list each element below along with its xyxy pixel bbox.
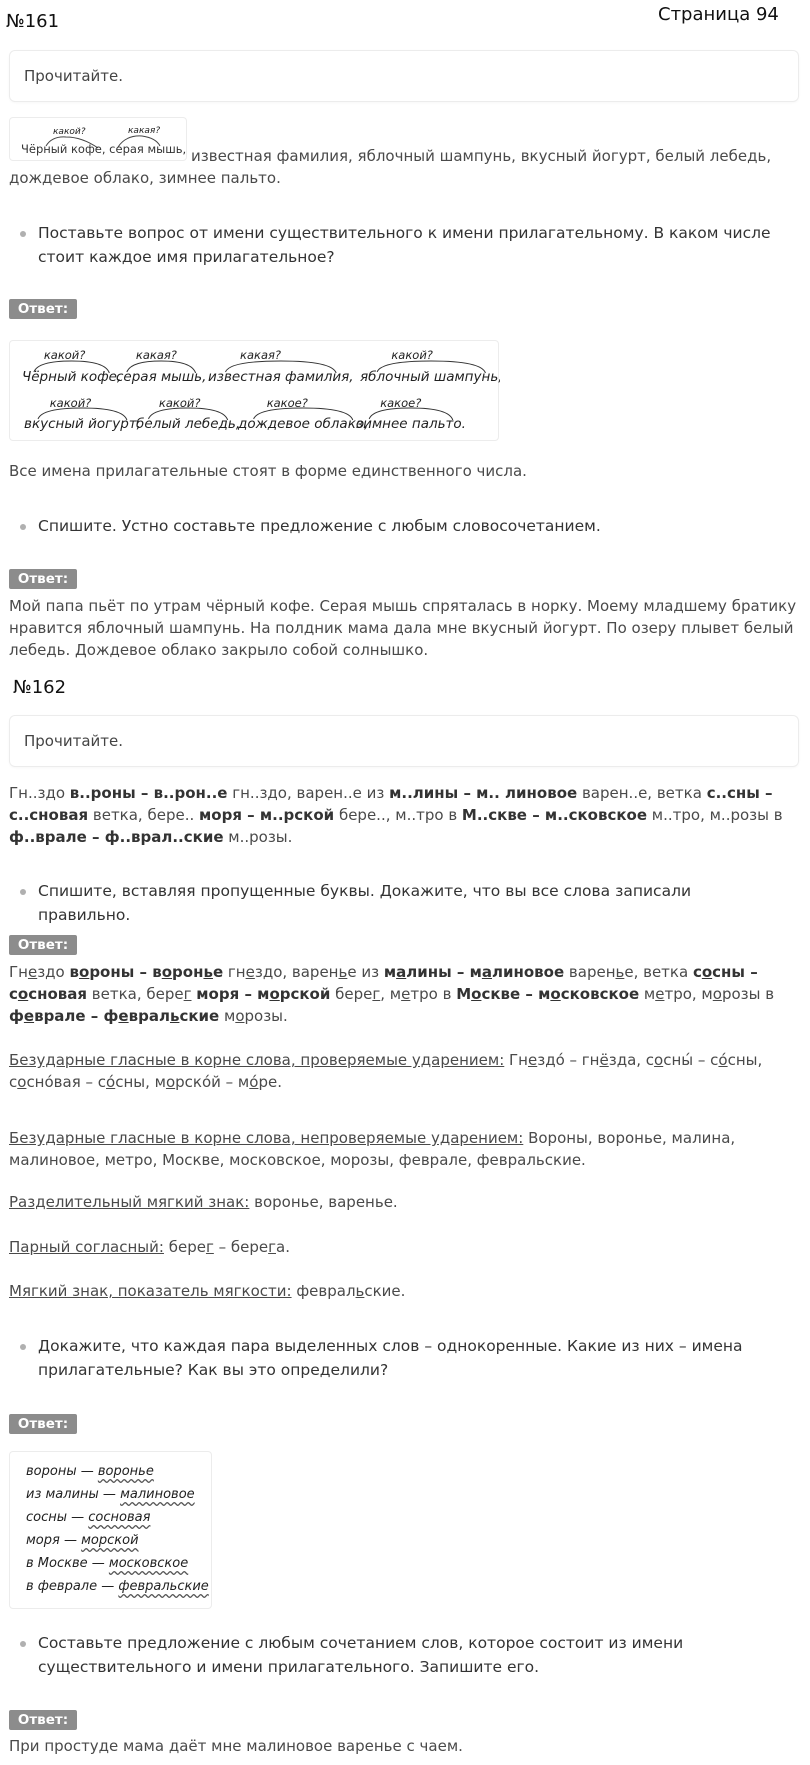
final-answer: При простуде мама даёт мне малиновое варенье с чаем. xyxy=(9,1737,463,1755)
sample-question-2: какая? xyxy=(128,126,161,136)
instruction-162: Прочитайте. xyxy=(24,732,124,750)
bullet-162-3: Составьте предложение с любым сочетанием слов, которое состоит из имени существительного и имени прилагательного. Запишите его. xyxy=(38,1632,788,1679)
answer-161-2-text: Мой папа пьёт по утрам чёрный кофе. Серая мышь спряталась в норку. Моему младшему братику нравится яблочный шампунь. На полдник мама дала мне вкусный йогурт. По озеру плывет белый лебедь. Дождевое облако закрыло собой солнышко. xyxy=(9,597,797,659)
rule-2-head: Безударные гласные в корне слова, непроверяемые ударением: xyxy=(9,1129,524,1147)
rule-4: Парный согласный: берег – берега. xyxy=(9,1238,290,1256)
pair-row: в феврале — февральские xyxy=(26,1579,209,1594)
text-162: Гн..здо в..роны – в..рон..е гн..здо, варен..е из м..лины – м.. линовое варен..е, ветка с..сны – с..сновая ветка, бере.. моря – м..рской бере.., м..тро в М..скве – м..сковское м..тро, м..розы в ф..врале – ф..врал..ские м..розы. xyxy=(9,784,783,846)
answer-162-1-text: Гнездо вороны – воронье гнездо, варенье из малины – малиновое варенье, ветка сосны – сосновая ветка, берег моря – морской берег, метро в Москве – московское метро, морозы в феврале – февральские морозы. xyxy=(9,963,775,1025)
handwritten-phrase: белый лебедь, xyxy=(136,416,241,432)
sample-text: Чёрный кофе, серая мышь, xyxy=(21,142,187,156)
rule-2-text: Вороны, воронье, малина, малиновое, метро, Москве, московское, морозы, феврале, февральские. xyxy=(9,1129,736,1169)
rule-3-head: Разделительный мягкий знак: xyxy=(9,1193,250,1211)
handwritten-phrase: дождевое облако, xyxy=(238,416,369,432)
rule-1: Безударные гласные в корне слова, проверяемые ударением: Гнездо́ – гнёзда, сосны́ – со́сны, сосно́вая – со́сны, морско́й – мо́ре. xyxy=(9,1051,763,1091)
handwritten-answer xyxy=(10,341,500,442)
rule-3 xyxy=(9,1191,801,1213)
instruction-161: Прочитайте. xyxy=(24,67,124,85)
handwritten-phrase: зимнее пальто. xyxy=(356,416,466,432)
bullet-162-2: Докажите, что каждая пара выделенных слов – однокоренные. Какие из них – имена прилагательные? Как вы это определили? xyxy=(38,1335,788,1382)
read-card-162 xyxy=(9,715,799,767)
rule-5: Мягкий знак, показатель мягкости: февральские. xyxy=(9,1282,406,1300)
handwritten-phrase: вкусный йогурт, xyxy=(24,416,141,432)
text-161-rest: известная фамилия, яблочный шампунь, вкусный йогурт, белый лебедь, дождевое облако, зимнее пальто. xyxy=(9,147,772,187)
answer-badge-162-3: Ответ: xyxy=(9,1710,77,1730)
answer-badge-162-2: Ответ: xyxy=(9,1414,77,1434)
handwritten-question: какой? xyxy=(49,396,92,410)
pair-row: из малины — малиновое xyxy=(26,1487,195,1502)
pairs-list xyxy=(26,1460,209,1598)
answer-badge-162-1: Ответ: xyxy=(9,935,77,955)
handwritten-question: какой? xyxy=(158,396,201,410)
sample-question-1: какой? xyxy=(53,127,86,137)
rule-3-text: воронье, варенье. xyxy=(254,1193,398,1211)
text-161 xyxy=(9,145,801,189)
handwritten-phrase: яблочный шампунь, xyxy=(360,369,500,385)
handwritten-question: какой? xyxy=(391,348,433,362)
exercise-number-162: №162 xyxy=(13,677,67,698)
bullet-162-1: Спишите, вставляя пропущенные буквы. Докажите, что вы все слова записали правильно. xyxy=(38,880,788,927)
rule-5-head: Мягкий знак, показатель мягкости: xyxy=(9,1282,292,1300)
pair-row: в Москве — московское xyxy=(26,1556,189,1571)
page-label: Страница 94 xyxy=(658,4,779,25)
handwritten-phrase: Чёрный кофе, xyxy=(22,369,122,385)
answer-badge-161-2: Ответ: xyxy=(9,569,77,589)
handwritten-question: какое? xyxy=(380,396,422,410)
handwritten-question: какой? xyxy=(43,348,86,362)
handwritten-question: какая? xyxy=(135,348,177,362)
handwritten-phrase: известная фамилия, xyxy=(208,369,354,385)
answer-161-1-text: Все имена прилагательные стоят в форме единственного числа. xyxy=(9,462,527,480)
read-card-161 xyxy=(9,50,799,102)
pairs-box xyxy=(9,1451,212,1609)
pair-row: моря — морской xyxy=(26,1533,139,1548)
handwritten-phrase: серая мышь, xyxy=(116,369,207,385)
handwritten-question: какая? xyxy=(240,348,282,362)
rule-4-head: Парный согласный: xyxy=(9,1238,164,1256)
bullet-161-1: Поставьте вопрос от имени существительного к имени прилагательному. В каком числе стоит каждое имя прилагательное? xyxy=(38,222,788,269)
handwritten-answer-box xyxy=(9,340,499,441)
exercise-number-161: №161 xyxy=(6,11,60,32)
rule-1-head: Безударные гласные в корне слова, проверяемые ударением: xyxy=(9,1051,505,1069)
handwritten-question: какое? xyxy=(266,396,308,410)
rule-2 xyxy=(9,1127,801,1171)
pair-row: сосны — сосновая xyxy=(26,1510,151,1525)
pair-row: вороны — воронье xyxy=(26,1464,154,1479)
bullet-161-2: Спишите. Устно составьте предложение с любым словосочетанием. xyxy=(38,515,788,539)
answer-badge-161-1: Ответ: xyxy=(9,299,77,319)
